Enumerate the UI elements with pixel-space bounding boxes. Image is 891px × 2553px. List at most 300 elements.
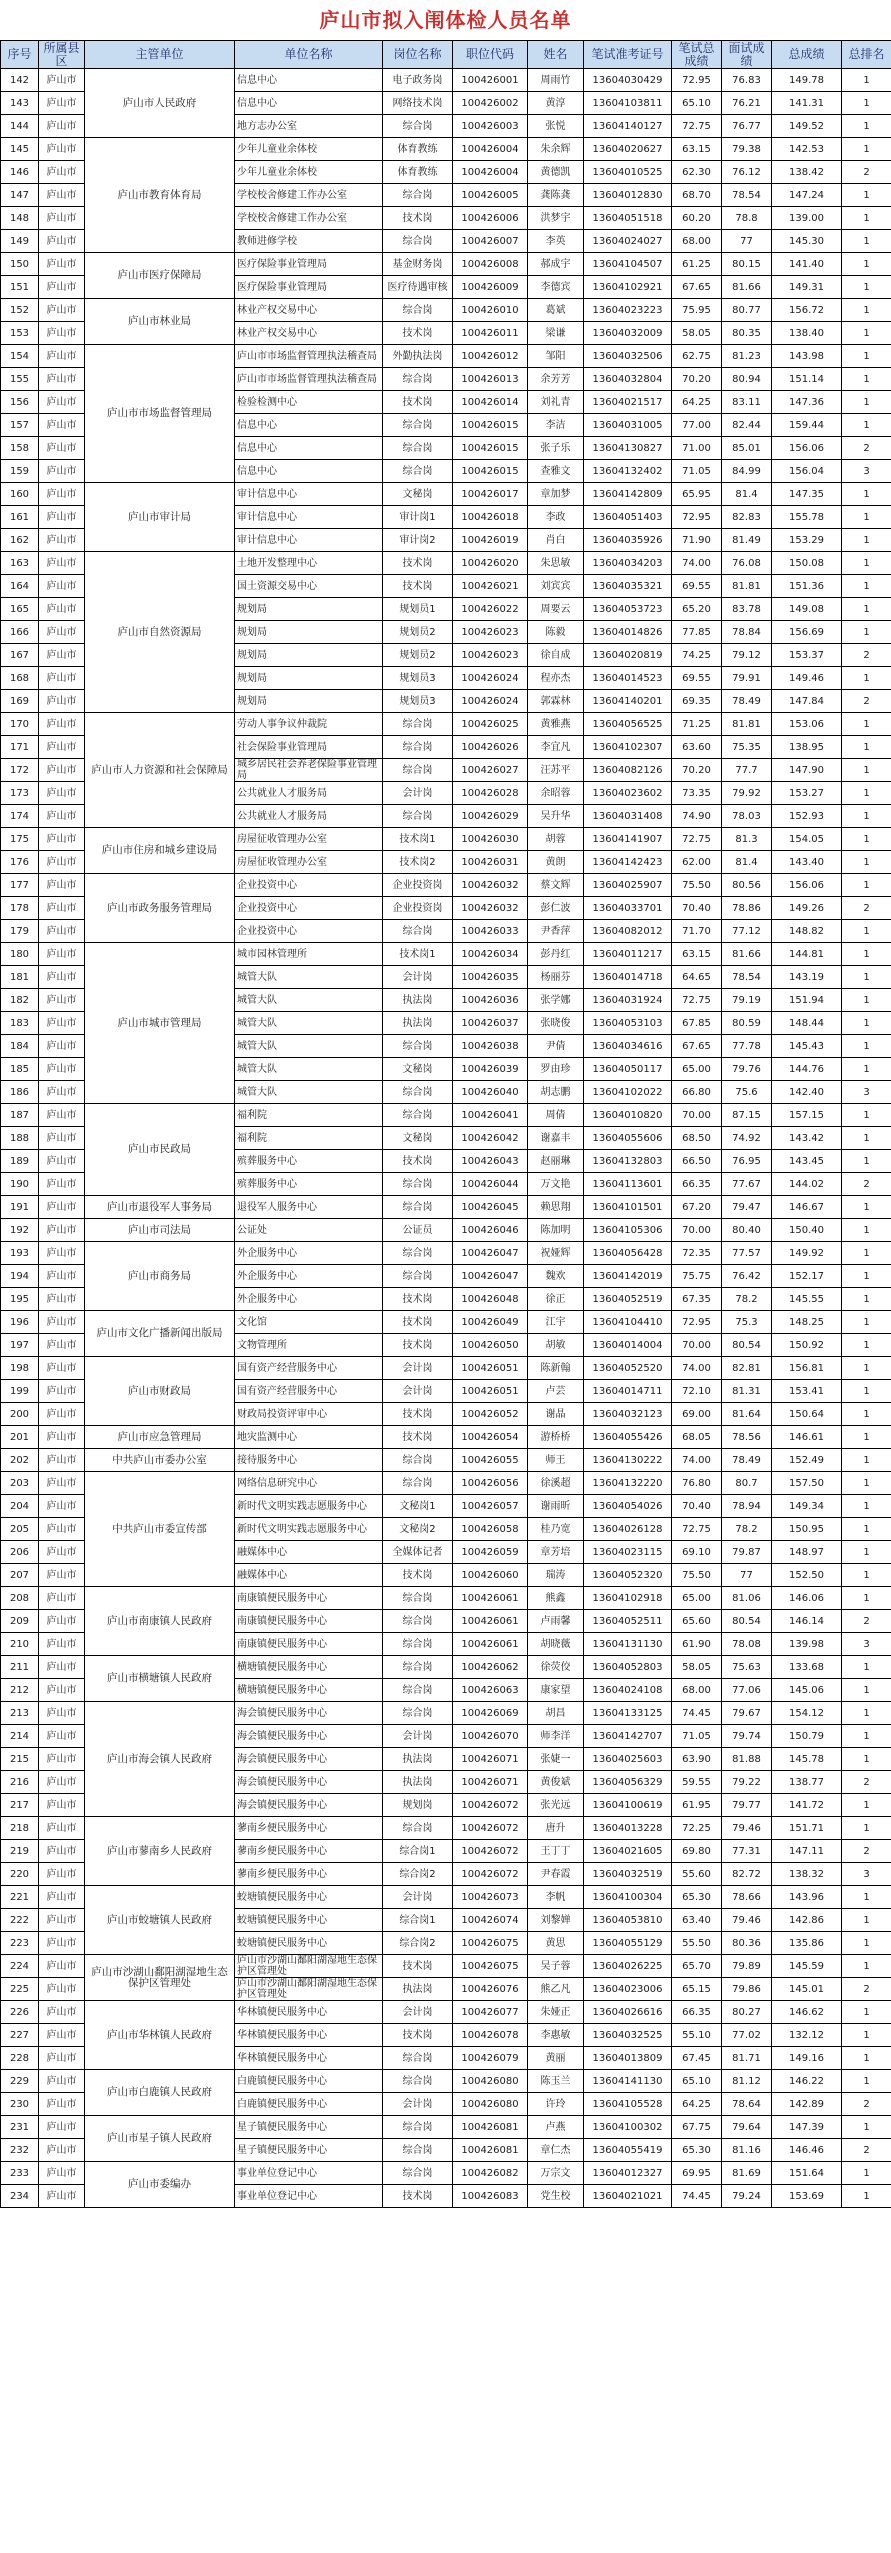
cell-seq: 176 (1, 851, 39, 874)
cell-exam-id: 13604050117 (584, 1058, 672, 1081)
cell-post: 技术岗 (383, 575, 453, 598)
cell-unit: 医疗保险事业管理局 (235, 253, 383, 276)
cell-rank: 1 (842, 1518, 891, 1541)
cell-interview: 81.69 (722, 2162, 772, 2185)
cell-unit: 企业投资中心 (235, 897, 383, 920)
cell-code: 100426036 (453, 989, 528, 1012)
cell-rank: 3 (842, 1633, 891, 1656)
cell-written: 63.60 (672, 736, 722, 759)
cell-county: 庐山市 (39, 299, 85, 322)
cell-interview: 82.81 (722, 1357, 772, 1380)
cell-rank: 1 (842, 1311, 891, 1334)
cell-unit: 横塘镇便民服务中心 (235, 1679, 383, 1702)
cell-seq: 170 (1, 713, 39, 736)
cell-rank: 1 (842, 713, 891, 736)
cell-total: 156.72 (772, 299, 842, 322)
cell-county: 庐山市 (39, 161, 85, 184)
cell-unit: 文物管理所 (235, 1334, 383, 1357)
cell-code: 100426061 (453, 1610, 528, 1633)
cell-code: 100426024 (453, 690, 528, 713)
cell-county: 庐山市 (39, 2070, 85, 2093)
cell-interview: 76.83 (722, 69, 772, 92)
cell-post: 综合岗 (383, 805, 453, 828)
cell-post: 综合岗 (383, 1702, 453, 1725)
cell-county: 庐山市 (39, 1794, 85, 1817)
cell-code: 100426056 (453, 1472, 528, 1495)
cell-seq: 178 (1, 897, 39, 920)
cell-name: 祝娅辉 (528, 1242, 584, 1265)
cell-interview: 74.92 (722, 1127, 772, 1150)
cell-interview: 79.46 (722, 1909, 772, 1932)
cell-total: 132.12 (772, 2024, 842, 2047)
cell-total: 153.37 (772, 644, 842, 667)
cell-unit: 华林镇便民服务中心 (235, 2001, 383, 2024)
cell-interview: 76.21 (722, 92, 772, 115)
cell-county: 庐山市 (39, 1219, 85, 1242)
table-row (1, 1242, 891, 1265)
cell-interview: 76.12 (722, 161, 772, 184)
cell-name: 徐正 (528, 1288, 584, 1311)
cell-total: 147.36 (772, 391, 842, 414)
table-row (1, 552, 891, 575)
cell-rank: 2 (842, 2139, 891, 2162)
cell-written: 71.05 (672, 1725, 722, 1748)
cell-seq: 186 (1, 1081, 39, 1104)
cell-interview: 79.24 (722, 2185, 772, 2208)
cell-exam-id: 13604100619 (584, 1794, 672, 1817)
cell-county: 庐山市 (39, 1150, 85, 1173)
cell-interview: 80.54 (722, 1334, 772, 1357)
cell-interview: 81.4 (722, 483, 772, 506)
cell-written: 64.25 (672, 2093, 722, 2116)
cell-total: 156.81 (772, 1357, 842, 1380)
cell-county: 庐山市 (39, 391, 85, 414)
cell-rank: 1 (842, 1357, 891, 1380)
cell-unit: 公证处 (235, 1219, 383, 1242)
cell-post: 综合岗 (383, 184, 453, 207)
cell-exam-id: 13604010820 (584, 1104, 672, 1127)
cell-written: 65.10 (672, 92, 722, 115)
cell-total: 143.42 (772, 1127, 842, 1150)
cell-written: 70.00 (672, 1334, 722, 1357)
cell-name: 康家望 (528, 1679, 584, 1702)
cell-unit: 蛟塘镇便民服务中心 (235, 1909, 383, 1932)
cell-agency: 庐山市海会镇人民政府 (85, 1702, 235, 1817)
cell-name: 黄俊斌 (528, 1771, 584, 1794)
cell-interview: 78.54 (722, 966, 772, 989)
cell-county: 庐山市 (39, 230, 85, 253)
cell-code: 100426041 (453, 1104, 528, 1127)
cell-name: 龚陈龚 (528, 184, 584, 207)
cell-unit: 社会保险事业管理局 (235, 736, 383, 759)
cell-total: 157.15 (772, 1104, 842, 1127)
cell-county: 庐山市 (39, 621, 85, 644)
cell-total: 148.82 (772, 920, 842, 943)
cell-unit: 退役军人服务中心 (235, 1196, 383, 1219)
cell-unit: 城管大队 (235, 1012, 383, 1035)
cell-name: 党生校 (528, 2185, 584, 2208)
cell-name: 程亦杰 (528, 667, 584, 690)
cell-written: 69.55 (672, 575, 722, 598)
cell-seq: 182 (1, 989, 39, 1012)
cell-total: 148.25 (772, 1311, 842, 1334)
cell-seq: 209 (1, 1610, 39, 1633)
cell-agency: 庐山市市场监督管理局 (85, 345, 235, 483)
cell-seq: 217 (1, 1794, 39, 1817)
cell-county: 庐山市 (39, 782, 85, 805)
cell-total: 143.19 (772, 966, 842, 989)
cell-exam-id: 13604142423 (584, 851, 672, 874)
cell-written: 61.95 (672, 1794, 722, 1817)
cell-name: 王丁丁 (528, 1840, 584, 1863)
cell-written: 73.35 (672, 782, 722, 805)
cell-name: 周要云 (528, 598, 584, 621)
cell-exam-id: 13604011217 (584, 943, 672, 966)
cell-interview: 81.66 (722, 276, 772, 299)
cell-agency: 庐山市人民政府 (85, 69, 235, 138)
cell-interview: 77.06 (722, 1679, 772, 1702)
cell-rank: 1 (842, 943, 891, 966)
table-row (1, 1104, 891, 1127)
cell-post: 技术岗 (383, 1426, 453, 1449)
cell-name: 师王 (528, 1449, 584, 1472)
cell-county: 庐山市 (39, 1656, 85, 1679)
cell-code: 100426014 (453, 391, 528, 414)
cell-unit: 海会镇便民服务中心 (235, 1748, 383, 1771)
cell-unit: 少年儿童业余体校 (235, 138, 383, 161)
cell-code: 100426072 (453, 1794, 528, 1817)
cell-rank: 1 (842, 1265, 891, 1288)
cell-agency: 庐山市教育体育局 (85, 138, 235, 253)
cell-seq: 214 (1, 1725, 39, 1748)
cell-name: 张学娜 (528, 989, 584, 1012)
cell-name: 万宗文 (528, 2162, 584, 2185)
cell-interview: 79.89 (722, 1955, 772, 1978)
cell-county: 庐山市 (39, 483, 85, 506)
cell-unit: 财政局投资评审中心 (235, 1403, 383, 1426)
cell-rank: 1 (842, 1794, 891, 1817)
cell-unit: 检验检测中心 (235, 391, 383, 414)
cell-written: 70.40 (672, 897, 722, 920)
cell-written: 75.75 (672, 1265, 722, 1288)
cell-post: 综合岗 (383, 1587, 453, 1610)
cell-seq: 226 (1, 2001, 39, 2024)
table-row (1, 2070, 891, 2093)
cell-interview: 78.03 (722, 805, 772, 828)
table-row (1, 713, 891, 736)
cell-exam-id: 13604053723 (584, 598, 672, 621)
cell-seq: 194 (1, 1265, 39, 1288)
cell-county: 庐山市 (39, 598, 85, 621)
cell-code: 100426054 (453, 1426, 528, 1449)
cell-code: 100426009 (453, 276, 528, 299)
cell-county: 庐山市 (39, 2047, 85, 2070)
cell-exam-id: 13604023602 (584, 782, 672, 805)
cell-code: 100426027 (453, 759, 528, 782)
table-row (1, 2001, 891, 2024)
cell-written: 68.50 (672, 1127, 722, 1150)
cell-exam-id: 13604024108 (584, 1679, 672, 1702)
cell-county: 庐山市 (39, 1449, 85, 1472)
cell-exam-id: 13604055426 (584, 1426, 672, 1449)
cell-county: 庐山市 (39, 184, 85, 207)
cell-county: 庐山市 (39, 529, 85, 552)
table-row (1, 483, 891, 506)
cell-interview: 83.78 (722, 598, 772, 621)
cell-rank: 1 (842, 92, 891, 115)
cell-seq: 201 (1, 1426, 39, 1449)
cell-county: 庐山市 (39, 897, 85, 920)
cell-name: 汪苏平 (528, 759, 584, 782)
cell-rank: 1 (842, 299, 891, 322)
cell-seq: 177 (1, 874, 39, 897)
cell-exam-id: 13604014004 (584, 1334, 672, 1357)
cell-seq: 143 (1, 92, 39, 115)
cell-post: 综合岗 (383, 2070, 453, 2093)
cell-written: 58.05 (672, 1656, 722, 1679)
cell-rank: 1 (842, 230, 891, 253)
table-row (1, 138, 891, 161)
cell-seq: 142 (1, 69, 39, 92)
cell-exam-id: 13604053810 (584, 1909, 672, 1932)
cell-unit: 少年儿童业余体校 (235, 161, 383, 184)
cell-unit: 规划局 (235, 621, 383, 644)
cell-unit: 国有资产经营服务中心 (235, 1357, 383, 1380)
cell-written: 60.20 (672, 207, 722, 230)
cell-total: 153.69 (772, 2185, 842, 2208)
cell-unit: 蓼南乡便民服务中心 (235, 1863, 383, 1886)
cell-post: 技术岗 (383, 2185, 453, 2208)
cell-county: 庐山市 (39, 1863, 85, 1886)
cell-exam-id: 13604032525 (584, 2024, 672, 2047)
cell-name: 李英 (528, 230, 584, 253)
cell-total: 139.98 (772, 1633, 842, 1656)
header-rank: 总排名 (842, 41, 891, 69)
cell-county: 庐山市 (39, 1932, 85, 1955)
cell-exam-id: 13604082012 (584, 920, 672, 943)
cell-seq: 207 (1, 1564, 39, 1587)
cell-written: 61.90 (672, 1633, 722, 1656)
cell-unit: 公共就业人才服务局 (235, 782, 383, 805)
cell-agency: 庐山市自然资源局 (85, 552, 235, 713)
cell-code: 100426035 (453, 966, 528, 989)
cell-exam-id: 13604132803 (584, 1150, 672, 1173)
cell-interview: 78.2 (722, 1518, 772, 1541)
cell-post: 综合岗 (383, 115, 453, 138)
cell-exam-id: 13604142707 (584, 1725, 672, 1748)
cell-county: 庐山市 (39, 552, 85, 575)
cell-seq: 167 (1, 644, 39, 667)
cell-interview: 83.11 (722, 391, 772, 414)
cell-unit: 海会镇便民服务中心 (235, 1725, 383, 1748)
cell-exam-id: 13604033701 (584, 897, 672, 920)
cell-exam-id: 13604010525 (584, 161, 672, 184)
cell-post: 综合岗 (383, 1196, 453, 1219)
cell-agency: 庐山市华林镇人民政府 (85, 2001, 235, 2070)
cell-seq: 222 (1, 1909, 39, 1932)
cell-seq: 232 (1, 2139, 39, 2162)
cell-written: 77.00 (672, 414, 722, 437)
cell-exam-id: 13604131130 (584, 1633, 672, 1656)
cell-code: 100426008 (453, 253, 528, 276)
cell-code: 100426071 (453, 1771, 528, 1794)
header-written: 笔试总成绩 (672, 41, 722, 69)
cell-name: 卢芸 (528, 1380, 584, 1403)
cell-seq: 219 (1, 1840, 39, 1863)
cell-post: 技术岗1 (383, 828, 453, 851)
cell-exam-id: 13604105528 (584, 2093, 672, 2116)
cell-written: 63.15 (672, 138, 722, 161)
table-row (1, 1196, 891, 1219)
cell-code: 100426060 (453, 1564, 528, 1587)
cell-unit: 教师进修学校 (235, 230, 383, 253)
cell-seq: 191 (1, 1196, 39, 1219)
cell-code: 100426026 (453, 736, 528, 759)
cell-code: 100426070 (453, 1725, 528, 1748)
cell-name: 朱余辉 (528, 138, 584, 161)
cell-code: 100426080 (453, 2093, 528, 2116)
cell-name: 熊鑫 (528, 1587, 584, 1610)
cell-county: 庐山市 (39, 828, 85, 851)
cell-exam-id: 13604141907 (584, 828, 672, 851)
cell-exam-id: 13604021605 (584, 1840, 672, 1863)
cell-name: 陈加明 (528, 1219, 584, 1242)
table-row (1, 1311, 891, 1334)
cell-interview: 80.36 (722, 1932, 772, 1955)
cell-exam-id: 13604052519 (584, 1288, 672, 1311)
cell-seq: 204 (1, 1495, 39, 1518)
cell-interview: 80.27 (722, 2001, 772, 2024)
cell-written: 68.00 (672, 230, 722, 253)
cell-agency: 庐山市审计局 (85, 483, 235, 552)
cell-county: 庐山市 (39, 138, 85, 161)
cell-written: 77.85 (672, 621, 722, 644)
cell-rank: 1 (842, 506, 891, 529)
cell-post: 规划员1 (383, 598, 453, 621)
cell-seq: 228 (1, 2047, 39, 2070)
cell-interview: 79.38 (722, 138, 772, 161)
cell-unit: 华林镇便民服务中心 (235, 2024, 383, 2047)
cell-code: 100426017 (453, 483, 528, 506)
cell-interview: 79.47 (722, 1196, 772, 1219)
cell-rank: 2 (842, 161, 891, 184)
cell-rank: 1 (842, 2070, 891, 2093)
cell-agency: 庐山市城市管理局 (85, 943, 235, 1104)
cell-seq: 147 (1, 184, 39, 207)
cell-code: 100426018 (453, 506, 528, 529)
cell-post: 会计岗 (383, 782, 453, 805)
cell-total: 144.76 (772, 1058, 842, 1081)
cell-interview: 77 (722, 1564, 772, 1587)
cell-post: 电子政务岗 (383, 69, 453, 92)
cell-post: 综合岗 (383, 368, 453, 391)
cell-seq: 166 (1, 621, 39, 644)
cell-exam-id: 13604132220 (584, 1472, 672, 1495)
cell-post: 会计岗 (383, 966, 453, 989)
cell-post: 综合岗 (383, 437, 453, 460)
cell-total: 153.27 (772, 782, 842, 805)
cell-seq: 198 (1, 1357, 39, 1380)
cell-unit: 新时代文明实践志愿服务中心 (235, 1495, 383, 1518)
cell-written: 69.00 (672, 1403, 722, 1426)
cell-seq: 218 (1, 1817, 39, 1840)
cell-seq: 148 (1, 207, 39, 230)
cell-written: 55.60 (672, 1863, 722, 1886)
cell-seq: 175 (1, 828, 39, 851)
cell-unit: 地方志办公室 (235, 115, 383, 138)
cell-total: 139.00 (772, 207, 842, 230)
cell-post: 综合岗 (383, 2116, 453, 2139)
cell-code: 100426039 (453, 1058, 528, 1081)
cell-code: 100426002 (453, 92, 528, 115)
cell-total: 151.94 (772, 989, 842, 1012)
cell-code: 100426028 (453, 782, 528, 805)
cell-name: 游桥桥 (528, 1426, 584, 1449)
cell-seq: 185 (1, 1058, 39, 1081)
cell-unit: 福利院 (235, 1127, 383, 1150)
cell-code: 100426083 (453, 2185, 528, 2208)
cell-post: 综合岗 (383, 2162, 453, 2185)
cell-post: 会计岗 (383, 2001, 453, 2024)
cell-seq: 173 (1, 782, 39, 805)
header-code: 职位代码 (453, 41, 528, 69)
cell-seq: 233 (1, 2162, 39, 2185)
cell-exam-id: 13604021021 (584, 2185, 672, 2208)
cell-interview: 80.54 (722, 1610, 772, 1633)
table-row (1, 2116, 891, 2139)
cell-rank: 1 (842, 1955, 891, 1978)
cell-unit: 规划局 (235, 690, 383, 713)
cell-written: 67.45 (672, 2047, 722, 2070)
cell-exam-id: 13604103811 (584, 92, 672, 115)
cell-county: 庐山市 (39, 1541, 85, 1564)
cell-written: 75.95 (672, 299, 722, 322)
cell-name: 许玲 (528, 2093, 584, 2116)
table-row (1, 943, 891, 966)
cell-interview: 77 (722, 230, 772, 253)
cell-post: 规划员2 (383, 644, 453, 667)
cell-post: 技术岗 (383, 2024, 453, 2047)
cell-interview: 75.35 (722, 736, 772, 759)
cell-name: 赵丽琳 (528, 1150, 584, 1173)
cell-exam-id: 13604030429 (584, 69, 672, 92)
cell-name: 熊乙凡 (528, 1978, 584, 2001)
cell-total: 146.67 (772, 1196, 842, 1219)
cell-seq: 221 (1, 1886, 39, 1909)
cell-rank: 2 (842, 897, 891, 920)
cell-county: 庐山市 (39, 2162, 85, 2185)
cell-exam-id: 13604013228 (584, 1817, 672, 1840)
cell-written: 59.55 (672, 1771, 722, 1794)
cell-written: 65.60 (672, 1610, 722, 1633)
cell-seq: 146 (1, 161, 39, 184)
cell-interview: 77.67 (722, 1173, 772, 1196)
cell-seq: 156 (1, 391, 39, 414)
cell-county: 庐山市 (39, 115, 85, 138)
cell-seq: 149 (1, 230, 39, 253)
cell-unit: 审计信息中心 (235, 529, 383, 552)
cell-code: 100426001 (453, 69, 528, 92)
cell-rank: 1 (842, 552, 891, 575)
cell-seq: 212 (1, 1679, 39, 1702)
cell-agency: 庐山市住房和城乡建设局 (85, 828, 235, 874)
cell-county: 庐山市 (39, 1587, 85, 1610)
cell-total: 141.72 (772, 1794, 842, 1817)
cell-name: 黄雅燕 (528, 713, 584, 736)
cell-total: 155.78 (772, 506, 842, 529)
cell-code: 100426082 (453, 2162, 528, 2185)
cell-total: 150.40 (772, 1219, 842, 1242)
